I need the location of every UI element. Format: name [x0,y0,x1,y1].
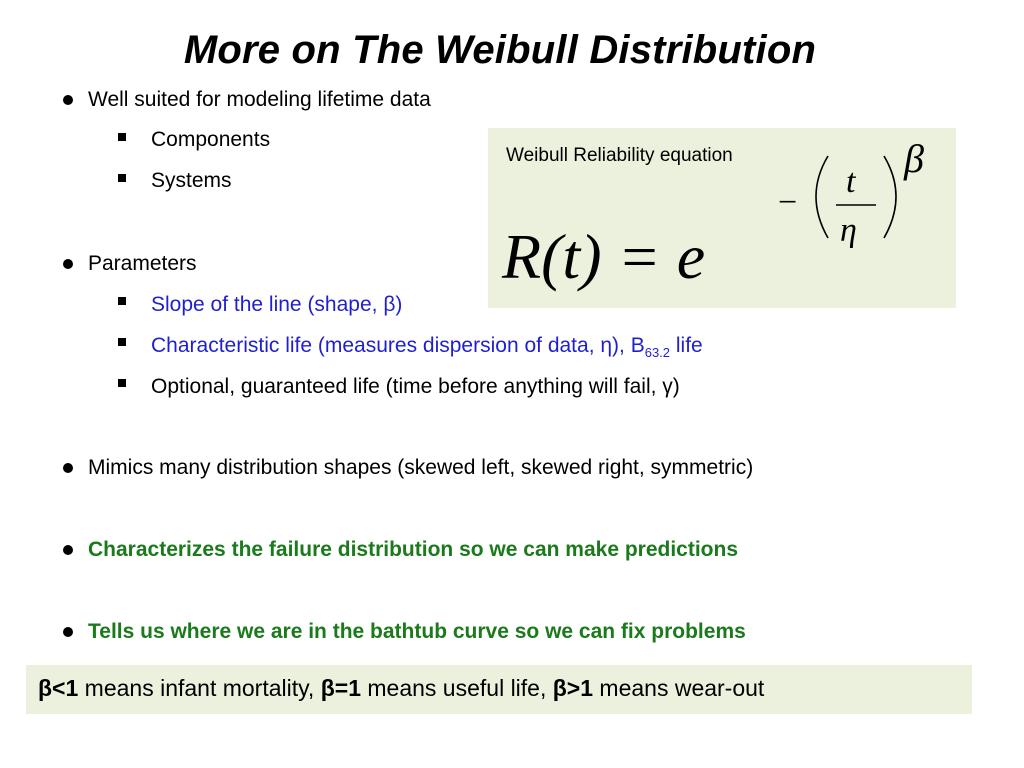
equation-label: Weibull Reliability equation [506,145,733,166]
footer-box [26,665,972,714]
wear-out-text: means wear-out [593,675,765,701]
slide-title: More on The Weibull Distribution [183,28,817,72]
bullet-text: Mimics many distribution shapes (skewed left, skewed right, symmetric) [88,456,754,479]
characteristic-life-tail: life [670,334,703,357]
bullet-text: Characterizes the failure distribution so we can make predictions [88,538,739,561]
bullet-dot [63,627,73,637]
useful-life-text: means useful life, [360,675,553,701]
characteristic-life-text: Characteristic life (measures dispersion of data, η), B [151,334,645,357]
sub-bullet-text [151,333,703,366]
equation-box [488,128,956,308]
sub-bullet-text: Components [151,128,271,151]
exponent-power: β [904,136,924,181]
square-bullet [118,174,126,182]
bullet-text: Tells us where we are in the bathtub curve so we can fix problems [88,620,746,643]
footer-text [38,675,764,702]
bullet-dot [63,545,73,555]
bullet-text: Parameters [88,252,197,275]
square-bullet [118,338,126,346]
right-paren [884,156,896,238]
square-bullet [118,297,126,305]
weibull-equation [488,128,956,308]
square-bullet [118,133,126,141]
equation-lhs: R(t) = e [502,221,706,292]
bullet-text: Well suited for modeling lifetime data [88,88,431,111]
beta-greater-than-one: β>1 [552,675,594,701]
sub-bullet-text: Optional, guaranteed life (time before anything will fail, γ) [151,375,680,398]
sub-bullet-text: Slope of the line (shape, β) [151,293,403,316]
b-subscript: 63.2 [644,345,671,361]
beta-equal-one: β=1 [320,675,361,701]
exponent-denominator: η [840,212,857,249]
sub-bullet-text: Systems [151,169,232,192]
bullet-dot [63,463,73,473]
exponent-numerator: t [846,163,856,200]
exponent-minus: − [778,184,798,221]
infant-mortality-text: means infant mortality, [78,675,321,701]
bullet-dot [63,259,73,269]
bullet-dot [63,95,73,105]
left-paren [816,156,828,238]
square-bullet [118,379,126,387]
beta-less-than-one: β<1 [38,675,79,701]
